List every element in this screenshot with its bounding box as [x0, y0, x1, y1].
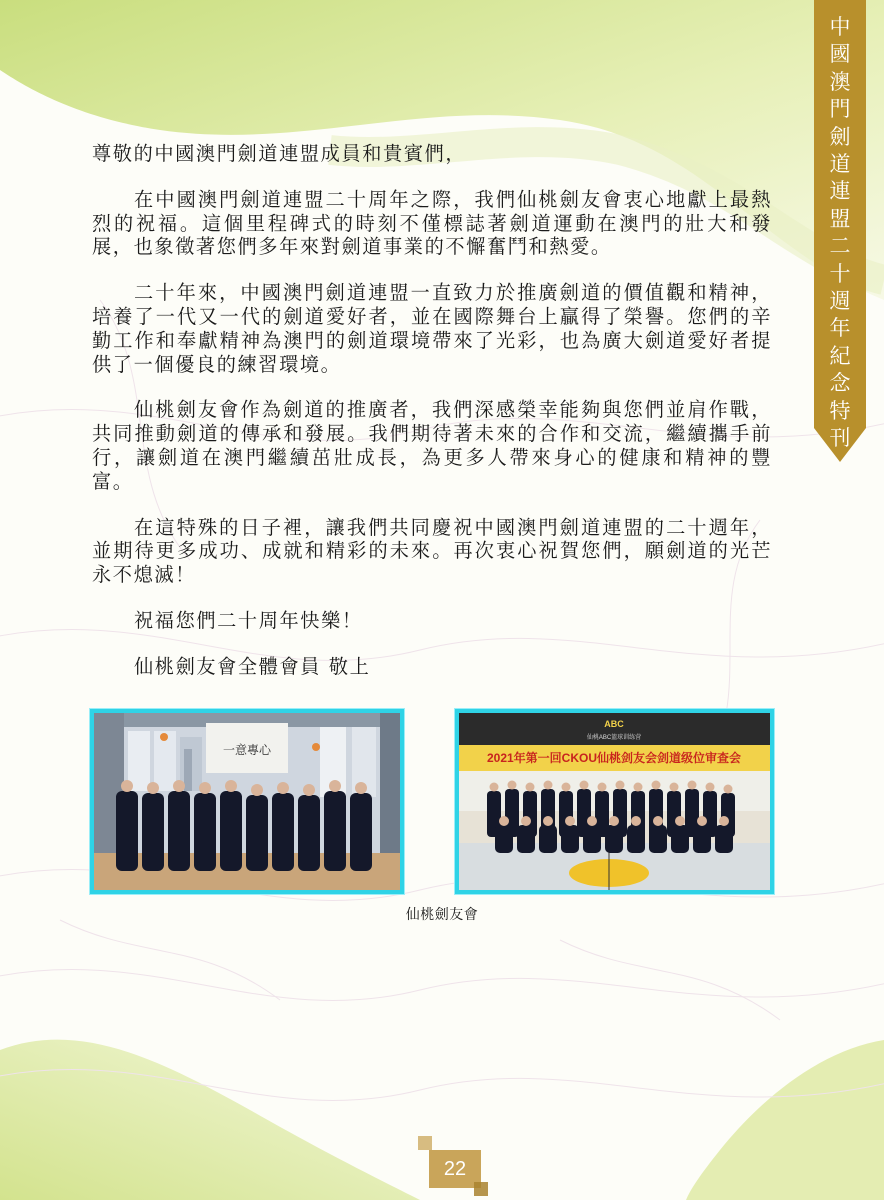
sidebar-title-char: 刊: [829, 426, 851, 451]
photo-caption: 仙桃劍友會: [405, 907, 479, 923]
sidebar-title: [814, 14, 866, 453]
event-logo-text: ABC: [604, 719, 624, 729]
dojo-banner-text: 一意專心: [222, 743, 272, 757]
sidebar-title-char: 連: [829, 179, 851, 204]
sidebar-title-char: 週: [829, 289, 851, 314]
page-number-badge: [418, 1136, 488, 1198]
letter-body: [92, 142, 772, 701]
sidebar-ribbon: [814, 0, 866, 462]
sidebar-title-char: 盟: [829, 206, 851, 231]
sidebar-title-char: 念: [829, 371, 851, 396]
event-banner-text: 2021年第一回CKOU仙桃剑友会剑道级位审查会: [486, 751, 742, 765]
page-number: 22: [443, 1158, 467, 1180]
sidebar-title-char: 澳: [829, 69, 851, 94]
sidebar-title-char: 年: [829, 316, 851, 341]
sidebar-title-char: 門: [829, 97, 851, 122]
letter-paragraph-4: 在這特殊的日子裡，讓我們共同慶祝中國澳門劍道連盟的二十週年，並期待更多成功、成就和精彩的未來。再次衷心祝賀您們，願劍道的光芒永不熄滅！: [92, 515, 772, 587]
event-subtitle-text: 仙桃ABC篮球训练营: [586, 735, 642, 741]
sidebar-title-char: 劍: [829, 124, 851, 149]
photo-team-dojo: [90, 709, 404, 894]
sidebar-title-char: 二: [829, 234, 851, 259]
sidebar-title-char: 道: [829, 152, 851, 177]
sidebar-title-char: 中: [829, 15, 851, 39]
letter-paragraph-1: 在中國澳門劍道連盟二十周年之際，我們仙桃劍友會衷心地獻上最熱烈的祝福。這個里程碑式的時刻不僅標誌著劍道運動在澳門的壯大和發展，也象徵著您們多年來對劍道事業的不懈奮鬥和熱愛。: [92, 187, 772, 259]
letter-signature: 仙桃劍友會全體會員 敬上: [134, 654, 371, 678]
sidebar-title-char: 十: [829, 261, 851, 286]
photo-grading-event: [455, 709, 774, 894]
letter-paragraph-2: 二十年來，中國澳門劍道連盟一直致力於推廣劍道的價值觀和精神，培養了一代又一代的劍道愛好者，並在國際舞台上贏得了榮譽。您們的辛勤工作和奉獻精神為澳門的劍道環境帶來了光彩，也為廣大劍道愛好者提供了一個優良的練習環境。: [92, 281, 772, 376]
sidebar-title-char: 國: [829, 42, 851, 67]
letter-paragraph-3: 仙桃劍友會作為劍道的推廣者，我們深感榮幸能夠與您們並肩作戰，共同推動劍道的傳承和發展。我們期待著未來的合作和交流，繼續攜手前行，讓劍道在澳門繼續茁壯成長，為更多人帶來身心的健康和精神的豐富。: [92, 398, 772, 493]
letter-greeting: 尊敬的中國澳門劍道連盟成員和貴賓們，: [92, 142, 467, 165]
sidebar-title-char: 特: [829, 398, 851, 423]
sidebar-title-char: 紀: [829, 343, 851, 368]
letter-blessing: 祝福您們二十周年快樂！: [134, 608, 363, 632]
